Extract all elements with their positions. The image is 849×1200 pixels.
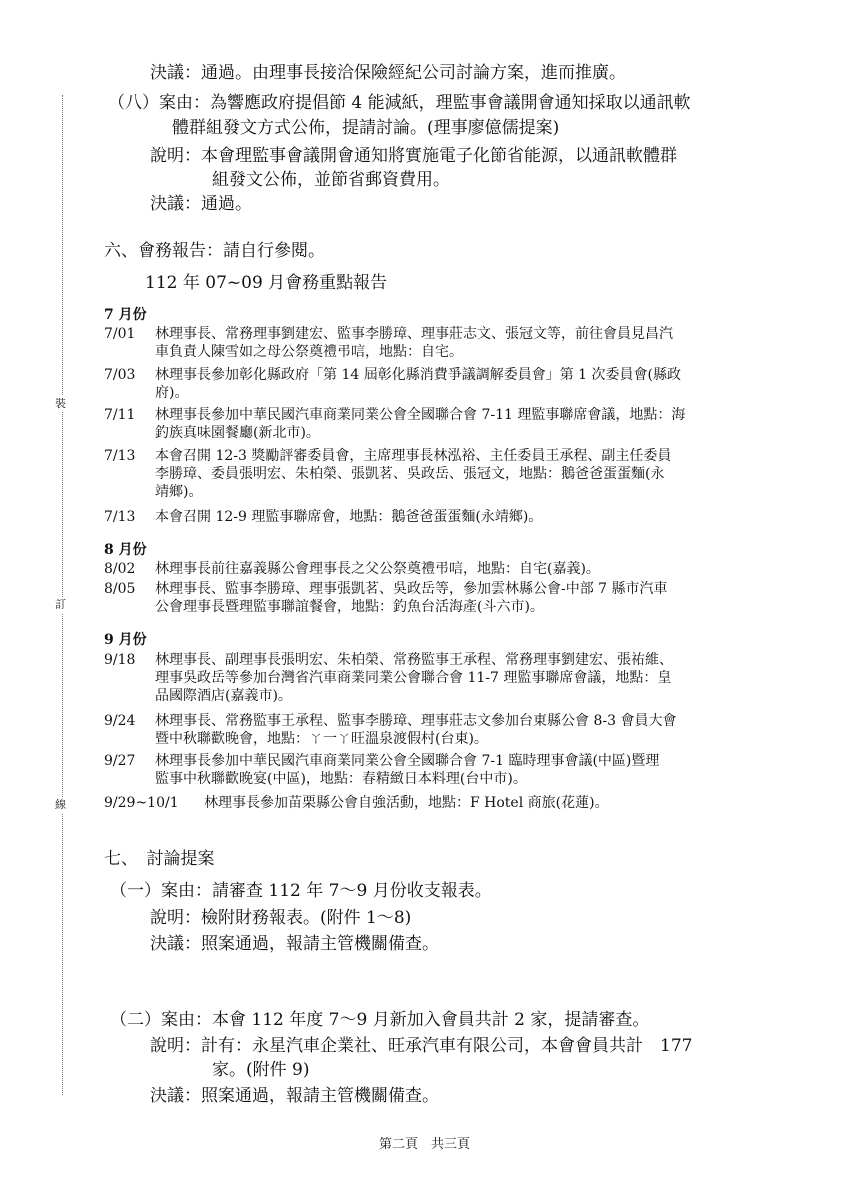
entry-text-line: 暨中秋聯歡晚會，地點：ㄚ一ㄚ旺溫泉渡假村(台東)。 [155,731,488,747]
entry-text-line: 林理事長參加中華民國汽車商業同業公會全國聯合會 7-1 臨時理事會議(中區)暨理 [155,753,660,769]
item2-explain-line1: 說明：計有：永星汽車企業社、旺承汽車有限公司，本會會員共計 177 [150,1036,693,1056]
entry-date: 9/27 [104,753,136,769]
item8-explain-line1: 說明：本會理監事會議開會通知將實施電子化節省能源，以通訊軟體群 [150,146,677,166]
entry-text-line: 本會召開 12-3 獎勵評審委員會，主席理事長林泓裕、主任委員王承程、副主任委員 [155,448,672,464]
month-heading: 7 月份 [104,307,147,323]
page-number: 第二頁 共三頁 [378,1137,470,1152]
entry-text-line: 車負責人陳雪如之母公祭奠禮弔唁，地點：自宅。 [155,344,463,360]
month-heading: 8 月份 [104,542,147,558]
entry-text-line: 理事吳政岳等參加台灣省汽車商業同業公會聯合會 11-7 理監事聯席會議，地點：皇 [155,670,672,686]
entry-text-line: 本會召開 12-9 理監事聯席會，地點：鵝爸爸蛋蛋麵(永靖鄉)。 [155,509,543,525]
entry-date: 9/24 [104,713,136,729]
entry-date: 9/18 [104,652,136,668]
item2-explain-line2: 家。(附件 9) [212,1060,310,1080]
section6-title: 六、會務報告：請自行參閱。 [104,241,325,261]
entry-text-line: 林理事長、常務監事王承程、監事李勝璋、理事莊志文參加台東縣公會 8-3 會員大會 [155,713,677,729]
entry-text-line: 林理事長參加苗栗縣公會自強活動，地點：F Hotel 商旅(花蓮)。 [204,795,609,811]
binding-char-ding: 訂 [55,598,66,611]
entry-date: 7/01 [104,326,136,342]
item1-case: （一）案由：請審查 112 年 7～9 月份收支報表。 [110,881,492,901]
section6-subtitle: 112 年 07~09 月會務重點報告 [145,273,388,293]
entry-text-line: 釣族真味園餐廳(新北市)。 [155,425,320,441]
entry-date: 8/02 [104,561,136,577]
entry-date: 7/03 [104,367,136,383]
item8-case-line1: （八）案由：為響應政府提倡節 4 能減紙，理監事會議開會通知採取以通訊軟 [108,93,691,113]
item8-decision: 決議：通過。 [150,194,252,214]
entry-text-line: 靖鄉)。 [155,484,203,500]
entry-text-line: 林理事長、副理事長張明宏、朱柏榮、常務監事王承程、常務理事劉建宏、張祐維、 [155,652,673,668]
entry-text-line: 李勝璋、委員張明宏、朱柏榮、張凱茗、吳政岳、張冠文，地點：鵝爸爸蛋蛋麵(永 [155,466,665,482]
item2-decision: 決議：照案通過，報請主管機關備查。 [150,1086,439,1106]
entry-date: 9/29~10/1 [104,795,179,811]
entry-date: 8/05 [104,581,136,597]
entry-text-line: 公會理事長暨理監事聯誼餐會，地點：釣魚台活海產(斗六市)。 [155,599,544,615]
item8-case-line2: 體群組發文方式公佈，提請討論。(理事廖億儒提案) [172,118,560,138]
binding-line [62,95,63,1095]
entry-date: 7/13 [104,509,136,525]
entry-text-line: 林理事長參加彰化縣政府「第 14 屆彰化縣消費爭議調解委員會」第 1 次委員會(縣政 [155,367,681,383]
entry-text-line: 林理事長前往嘉義縣公會理事長之父公祭奠禮弔唁，地點：自宅(嘉義)。 [155,561,600,577]
binding-char-zhuang: 裝 [55,397,66,410]
binding-char-xian: 線 [55,798,66,811]
section7-title: 七、 討論提案 [104,849,215,869]
entry-text-line: 府)。 [155,385,189,401]
item8-explain-line2: 組發文公佈，並節省郵資費用。 [212,170,450,190]
entry-date: 7/11 [104,407,136,423]
month-heading: 9 月份 [104,632,147,648]
previous-decision: 決議：通過。由理事長接洽保險經紀公司討論方案，進而推廣。 [150,63,626,83]
entry-text-line: 林理事長參加中華民國汽車商業同業公會全國聯合會 7-11 理監事聯席會議，地點：海 [155,407,686,423]
entry-date: 7/13 [104,448,136,464]
entry-text-line: 監事中秋聯歡晚宴(中區)，地點：春精緻日本料理(台中市)。 [155,771,527,787]
item2-case: （二）案由：本會 112 年度 7～9 月新加入會員共計 2 家，提請審查。 [110,1010,650,1030]
item1-decision: 決議：照案通過，報請主管機關備查。 [150,934,439,954]
entry-text-line: 林理事長、常務理事劉建宏、監事李勝璋、理事莊志文、張冠文等，前往會員見昌汽 [155,326,673,342]
entry-text-line: 品國際酒店(嘉義市)。 [155,688,292,704]
item1-explain: 說明：檢附財務報表。(附件 1～8) [150,908,412,928]
entry-text-line: 林理事長、監事李勝璋、理事張凱茗、吳政岳等，參加雲林縣公會-中部 7 縣市汽車 [155,581,668,597]
